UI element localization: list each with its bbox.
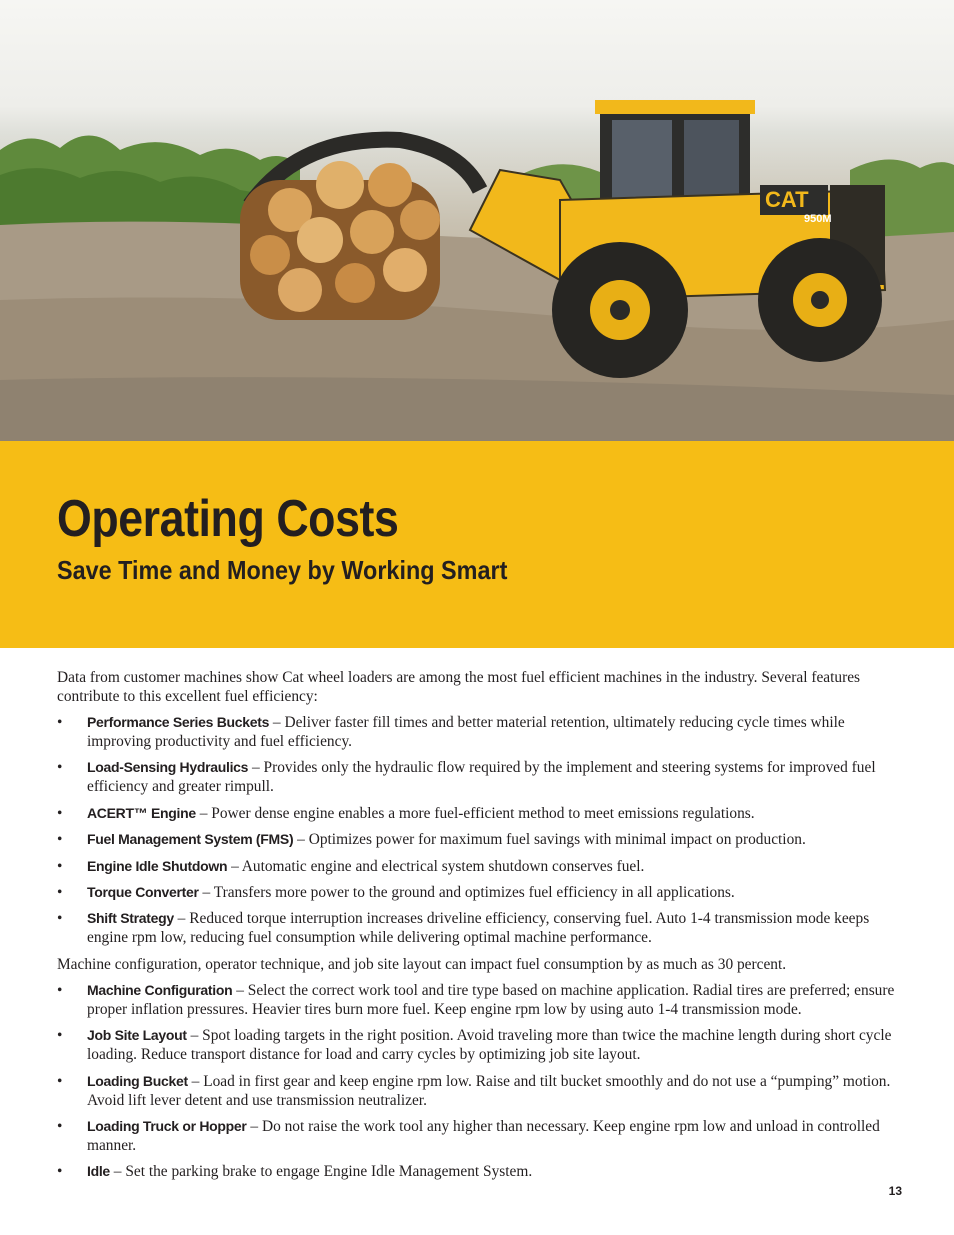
feature-desc: – Power dense engine enables a more fuel-efficient method to meet emissions regulations. xyxy=(195,804,755,822)
page-title: Operating Costs xyxy=(57,490,399,548)
tip-term: Idle xyxy=(87,1163,110,1180)
list-item xyxy=(57,713,907,751)
feature-desc: – Automatic engine and electrical system shutdown conserves fuel. xyxy=(227,857,645,875)
list-item xyxy=(57,909,907,947)
list-item xyxy=(57,758,907,796)
feature-desc: – Reduced torque interruption increases driveline efficiency, conserving fuel. Auto 1-4 transmission mode keeps engine rpm low, reducing fuel consumption while delivering optimal machine performance. xyxy=(87,910,870,947)
feature-term: Torque Converter xyxy=(87,883,199,900)
log-bundle xyxy=(240,161,440,320)
page-number: 13 xyxy=(888,1184,902,1198)
list-item xyxy=(57,981,907,1019)
list-item xyxy=(57,1117,907,1155)
middle-paragraph: Machine configuration, operator technique, and job site layout can impact fuel consumption by as much as 30 percent. xyxy=(57,955,787,973)
front-wheel xyxy=(552,242,688,378)
list-item xyxy=(57,830,907,849)
page-subtitle: Save Time and Money by Working Smart xyxy=(57,555,508,585)
list-item xyxy=(57,1026,907,1064)
feature-term: Shift Strategy xyxy=(87,910,174,927)
list-item xyxy=(57,883,907,902)
wheel-loader-illustration xyxy=(0,0,954,441)
tip-desc: – Set the parking brake to engage Engine Idle Management System. xyxy=(109,1163,533,1181)
feature-list xyxy=(57,713,907,947)
tips-list xyxy=(57,981,907,1182)
body-content xyxy=(57,668,907,1189)
tip-desc: – Do not raise the work tool any higher than necessary. Keep engine rpm low and unload in controlled manner. xyxy=(87,1117,880,1154)
tip-term: Loading Bucket xyxy=(87,1072,188,1089)
feature-term: ACERT™ Engine xyxy=(87,804,196,821)
feature-desc: – Provides only the hydraulic flow required by the implement and steering systems for improved fuel efficiency and greater rimpull. xyxy=(87,759,876,796)
list-item xyxy=(57,1162,907,1181)
list-item xyxy=(57,857,907,876)
tip-term: Machine Configuration xyxy=(87,981,233,998)
feature-term: Load-Sensing Hydraulics xyxy=(87,759,249,776)
feature-term: Engine Idle Shutdown xyxy=(87,857,228,874)
title-band xyxy=(0,441,954,648)
feature-desc: – Optimizes power for maximum fuel savings with minimal impact on production. xyxy=(293,831,806,849)
intro-paragraph: Data from customer machines show Cat wheel loaders are among the most fuel efficient machines in the industry. Several features contribute to this excellent fuel efficiency: xyxy=(57,669,861,705)
tip-term: Job Site Layout xyxy=(87,1027,187,1044)
list-item xyxy=(57,1072,907,1110)
list-item xyxy=(57,804,907,823)
machine-model-label: 950M xyxy=(804,213,832,225)
rear-wheel xyxy=(758,238,882,362)
hero-photo xyxy=(0,0,954,441)
tip-desc: – Select the correct work tool and tire type based on machine application. Radial tires are preferred; ensure proper inflation pressures. Heavier tires burn more fuel. Keep engine rpm low by using auto 1-4 transmission mode. xyxy=(87,981,895,1018)
feature-term: Performance Series Buckets xyxy=(87,714,270,730)
feature-desc: – Deliver faster fill times and better material retention, ultimately reducing cycle times while improving productivity and fuel efficiency. xyxy=(87,714,845,750)
feature-desc: – Transfers more power to the ground and optimizes fuel efficiency in all applications. xyxy=(198,883,735,901)
tip-desc: – Spot loading targets in the right position. Avoid traveling more than twice the machine length during short cycle loading. Reduce transport distance for load and carry cycles by optimizing job site layout. xyxy=(87,1027,892,1064)
machine-brand-label: CAT xyxy=(765,187,809,212)
feature-term: Fuel Management System (FMS) xyxy=(87,831,294,848)
tip-term: Loading Truck or Hopper xyxy=(87,1117,247,1134)
tip-desc: – Load in first gear and keep engine rpm low. Raise and tilt bucket smoothly and do not use a “pumping” motion. Avoid lift lever detent and use transmission neutralizer. xyxy=(87,1072,891,1109)
